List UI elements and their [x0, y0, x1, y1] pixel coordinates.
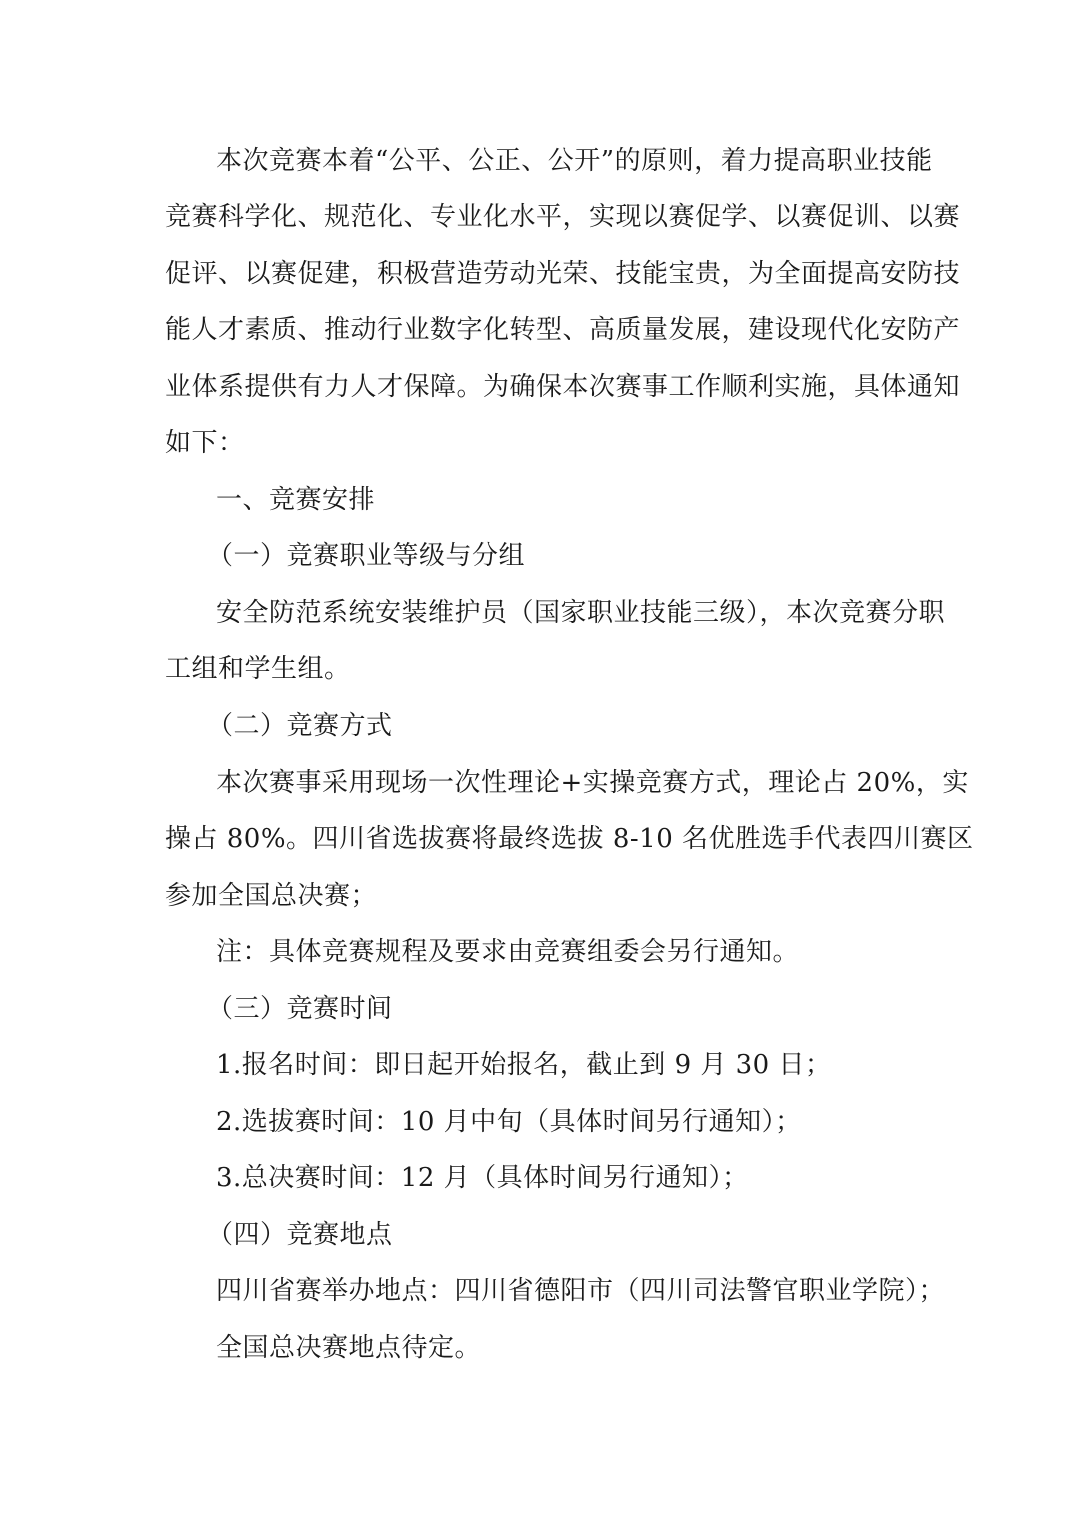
section-heading: 一、竞赛安排 — [216, 485, 376, 515]
note-line: 注：具体竞赛规程及要求由竞赛组委会另行通知。 — [216, 937, 800, 967]
intro-line-4: 能人才素质、推动行业数字化转型、高质量发展，建设现代化安防产 — [165, 315, 961, 345]
subsection-heading-2: （二）竞赛方式 — [207, 711, 393, 741]
intro-line-1: 本次竞赛本着“公平、公正、公开”的原则，着力提高职业技能 — [216, 146, 933, 176]
subsection-heading-4: （四）竞赛地点 — [207, 1220, 393, 1250]
time-item-2: 2.选拔赛时间：10 月中旬（具体时间另行通知）； — [216, 1107, 802, 1137]
sub1-line-2: 工组和学生组。 — [165, 654, 351, 684]
sub2-line-1: 本次赛事采用现场一次性理论+实操竞赛方式，理论占 20%，实 — [216, 768, 969, 798]
location-line-1: 四川省赛举办地点：四川省德阳市（四川司法警官职业学院）； — [216, 1276, 946, 1306]
subsection-heading-3: （三）竞赛时间 — [207, 994, 393, 1024]
time-item-3: 3.总决赛时间：12 月（具体时间另行通知）； — [216, 1163, 749, 1193]
intro-line-2: 竞赛科学化、规范化、专业化水平，实现以赛促学、以赛促训、以赛 — [165, 202, 961, 232]
intro-line-5: 业体系提供有力人才保障。为确保本次赛事工作顺利实施，具体通知 — [165, 372, 961, 402]
intro-line-3: 促评、以赛促建，积极营造劳动光荣、技能宝贵，为全面提高安防技 — [165, 259, 961, 289]
location-line-2: 全国总决赛地点待定。 — [216, 1333, 482, 1363]
sub1-line-1: 安全防范系统安装维护员（国家职业技能三级），本次竞赛分职 — [216, 598, 946, 628]
subsection-heading-1: （一）竞赛职业等级与分组 — [207, 541, 526, 571]
sub2-line-2: 操占 80%。四川省选拔赛将最终选拔 8-10 名优胜选手代表四川赛区 — [165, 824, 974, 854]
sub2-line-3: 参加全国总决赛； — [165, 881, 378, 911]
intro-line-6: 如下： — [165, 428, 245, 458]
time-item-1: 1.报名时间：即日起开始报名，截止到 9 月 30 日； — [216, 1050, 832, 1080]
